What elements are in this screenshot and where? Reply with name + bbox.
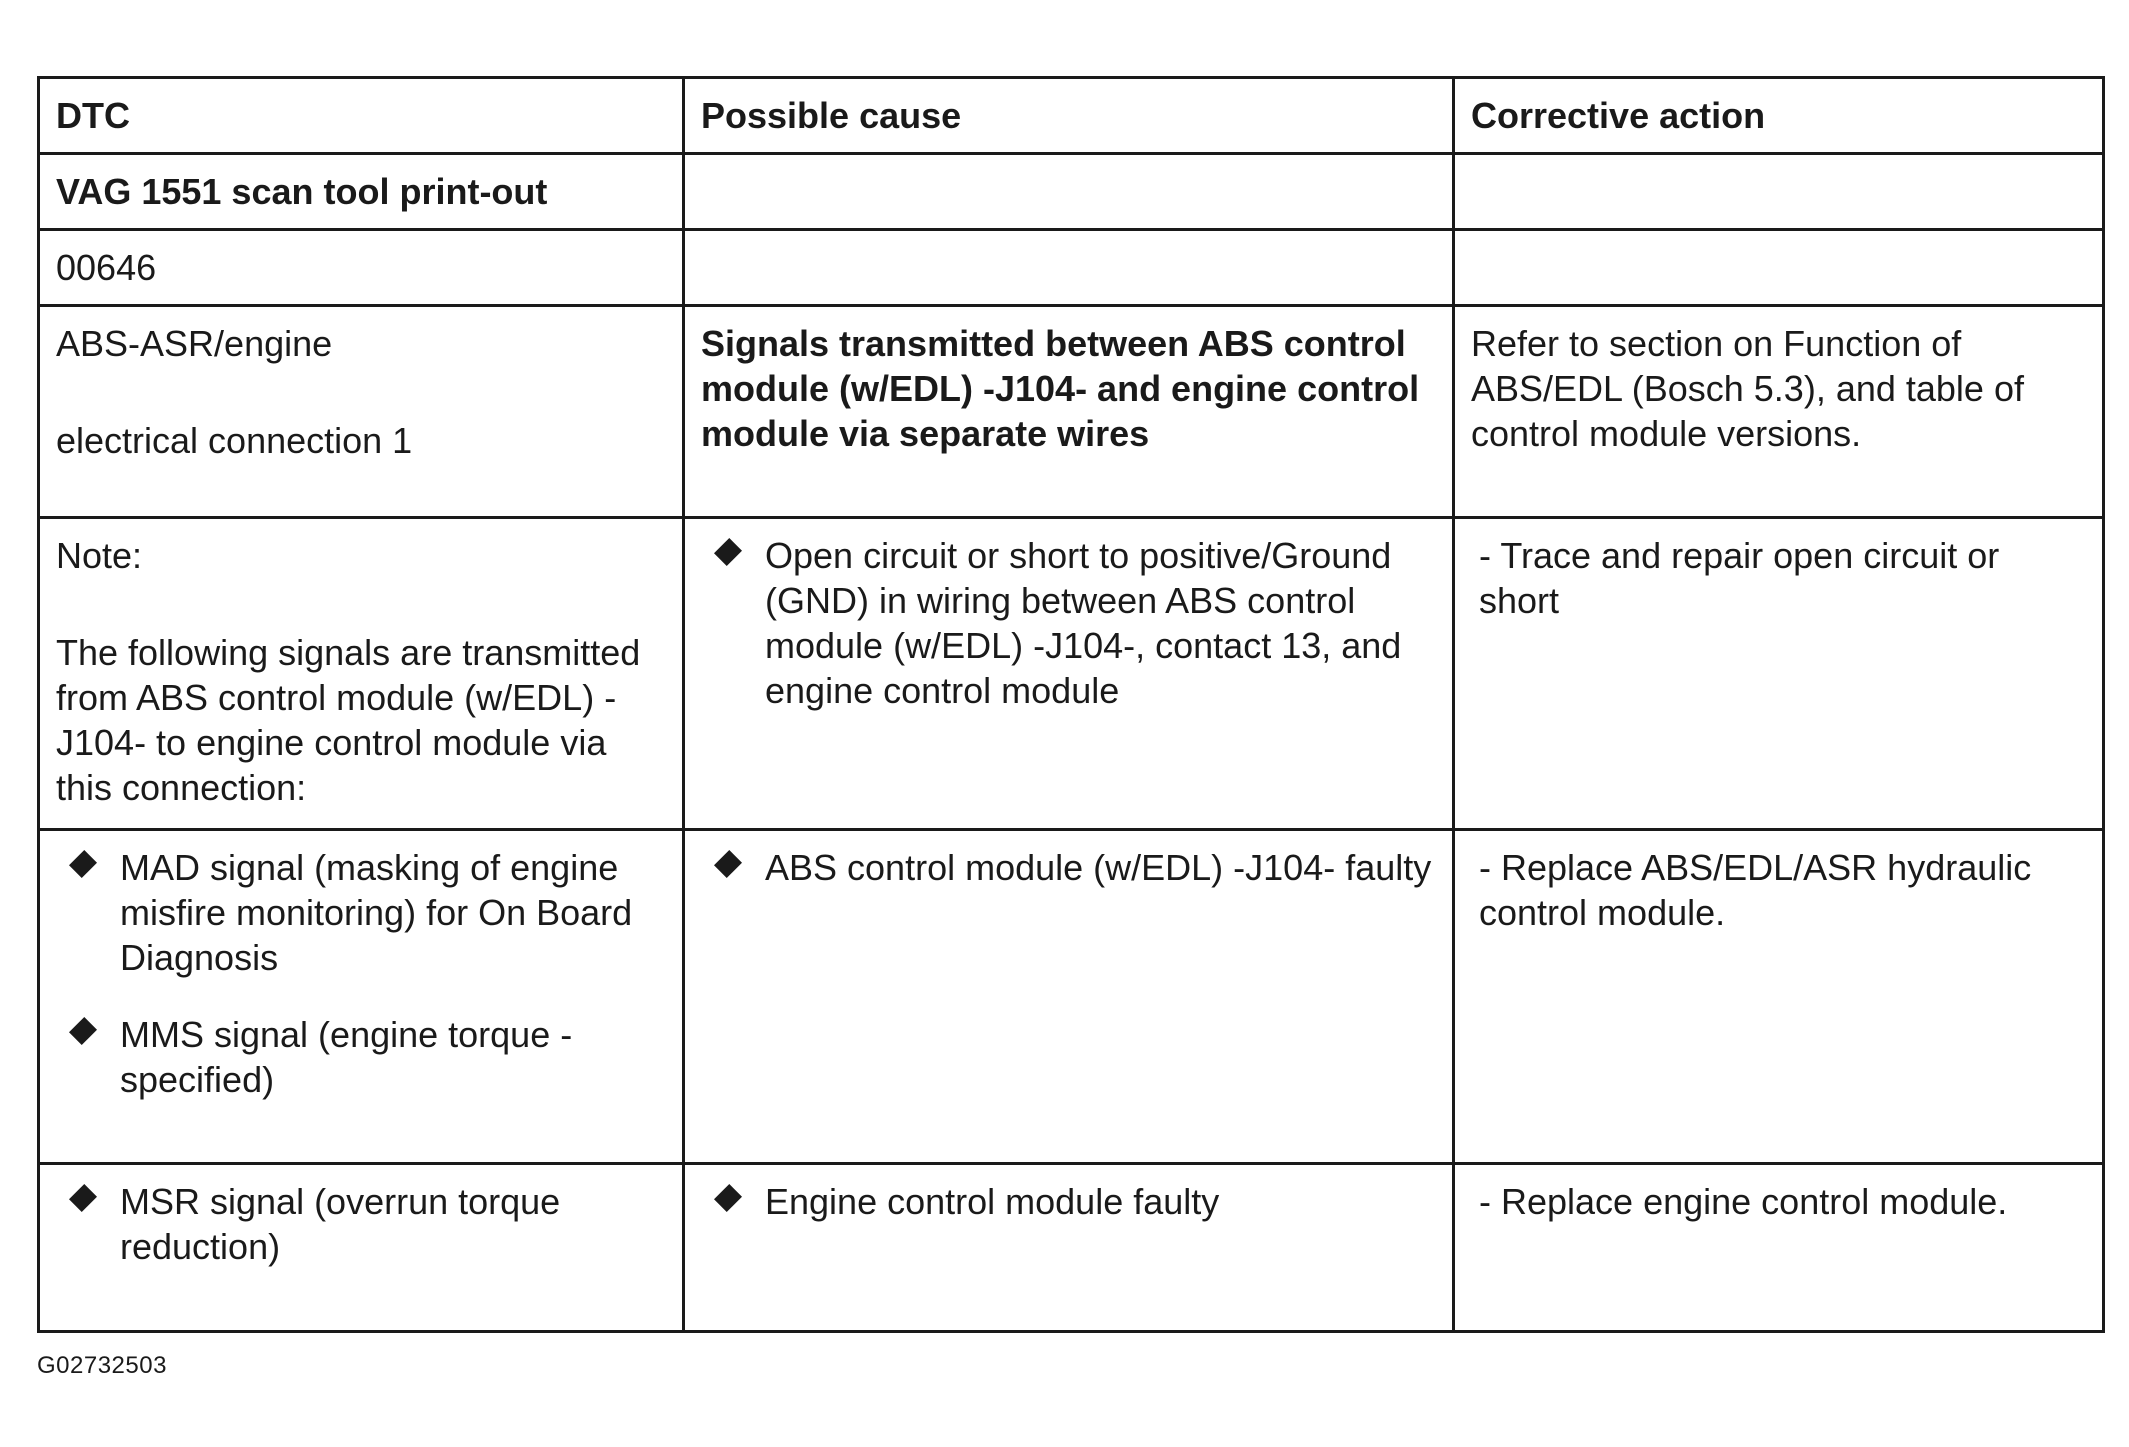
list-item: [56, 1012, 668, 1102]
table-row: [39, 154, 2104, 230]
table-row: [39, 230, 2104, 306]
module-fault-cause-cell: [684, 830, 1454, 1164]
note-label: Note:: [56, 535, 143, 576]
list-item: [701, 533, 1438, 713]
dtc-description-cell: [39, 306, 684, 518]
diamond-bullet-icon: [714, 1184, 742, 1212]
list-item: [701, 1179, 1438, 1224]
diamond-bullet-icon: [69, 850, 97, 878]
diamond-bullet-icon: [69, 1017, 97, 1045]
table-row: [39, 830, 2104, 1164]
list-item: [56, 845, 668, 980]
header-dtc: DTC: [39, 78, 684, 154]
wiring-action-cell: [1454, 518, 2104, 830]
action-text: - Trace and repair open circuit or short: [1479, 535, 2000, 621]
dtc-description-line2: electrical connection 1: [56, 420, 413, 461]
note-cell: [39, 518, 684, 830]
cause-text: ABS control module (w/EDL) -J104- faulty: [765, 847, 1432, 888]
cause-text: Open circuit or short to positive/Ground (GND) in wiring between ABS control module (w/EDL) -J104-, contact 13, and engine control module: [765, 535, 1402, 711]
header-corrective-action: Corrective action: [1454, 78, 2104, 154]
cause-bullet-list: [701, 845, 1438, 890]
mad-signal-text: MAD signal (masking of engine misfire monitoring) for On Board Diagnosis: [120, 847, 633, 978]
diamond-bullet-icon: [69, 1184, 97, 1212]
table-row: [39, 518, 2104, 830]
msr-signal-text: MSR signal (overrun torque reduction): [120, 1181, 561, 1267]
mms-signal-text: MMS signal (engine torque - specified): [120, 1014, 573, 1100]
wiring-cause-cell: [684, 518, 1454, 830]
signals-cell: [39, 830, 684, 1164]
diamond-bullet-icon: [714, 850, 742, 878]
dtc-table: [37, 76, 2105, 1333]
table-row: [39, 306, 2104, 518]
module-fault-action-cell: [1454, 830, 2104, 1164]
signal-cause-cell: Signals transmitted between ABS control module (w/EDL) -J104- and engine control module via separate wires: [684, 306, 1454, 518]
empty-cause-cell: [684, 230, 1454, 306]
table-row: [39, 1164, 2104, 1332]
table-header-row: [39, 78, 2104, 154]
msr-signal-cell: [39, 1164, 684, 1332]
dtc-code-cell: 00646: [39, 230, 684, 306]
empty-cause-cell: [684, 154, 1454, 230]
signal-bullet-list: [56, 1179, 668, 1269]
cause-bullet-list: [701, 533, 1438, 713]
cause-text: Engine control module faulty: [765, 1181, 1220, 1222]
action-text: - Replace ABS/EDL/ASR hydraulic control module.: [1479, 847, 2032, 933]
diamond-bullet-icon: [714, 538, 742, 566]
note-text: The following signals are transmitted from ABS control module (w/EDL) -J104- to engine control module via this connection:: [56, 632, 641, 808]
empty-action-cell: [1454, 154, 2104, 230]
list-item: [701, 845, 1438, 890]
cause-bullet-list: [701, 1179, 1438, 1224]
ecm-fault-cause-cell: [684, 1164, 1454, 1332]
list-item: [56, 1179, 668, 1269]
dtc-description-line1: ABS-ASR/engine: [56, 323, 333, 364]
signal-action-cell: Refer to section on Function of ABS/EDL (Bosch 5.3), and table of control module versions.: [1454, 306, 2104, 518]
scan-tool-cell: VAG 1551 scan tool print-out: [39, 154, 684, 230]
figure-id: G02732503: [37, 1352, 167, 1379]
empty-action-cell: [1454, 230, 2104, 306]
signal-bullet-list: [56, 845, 668, 1102]
header-possible-cause: Possible cause: [684, 78, 1454, 154]
ecm-fault-action-cell: [1454, 1164, 2104, 1332]
action-text: - Replace engine control module.: [1479, 1181, 2008, 1222]
